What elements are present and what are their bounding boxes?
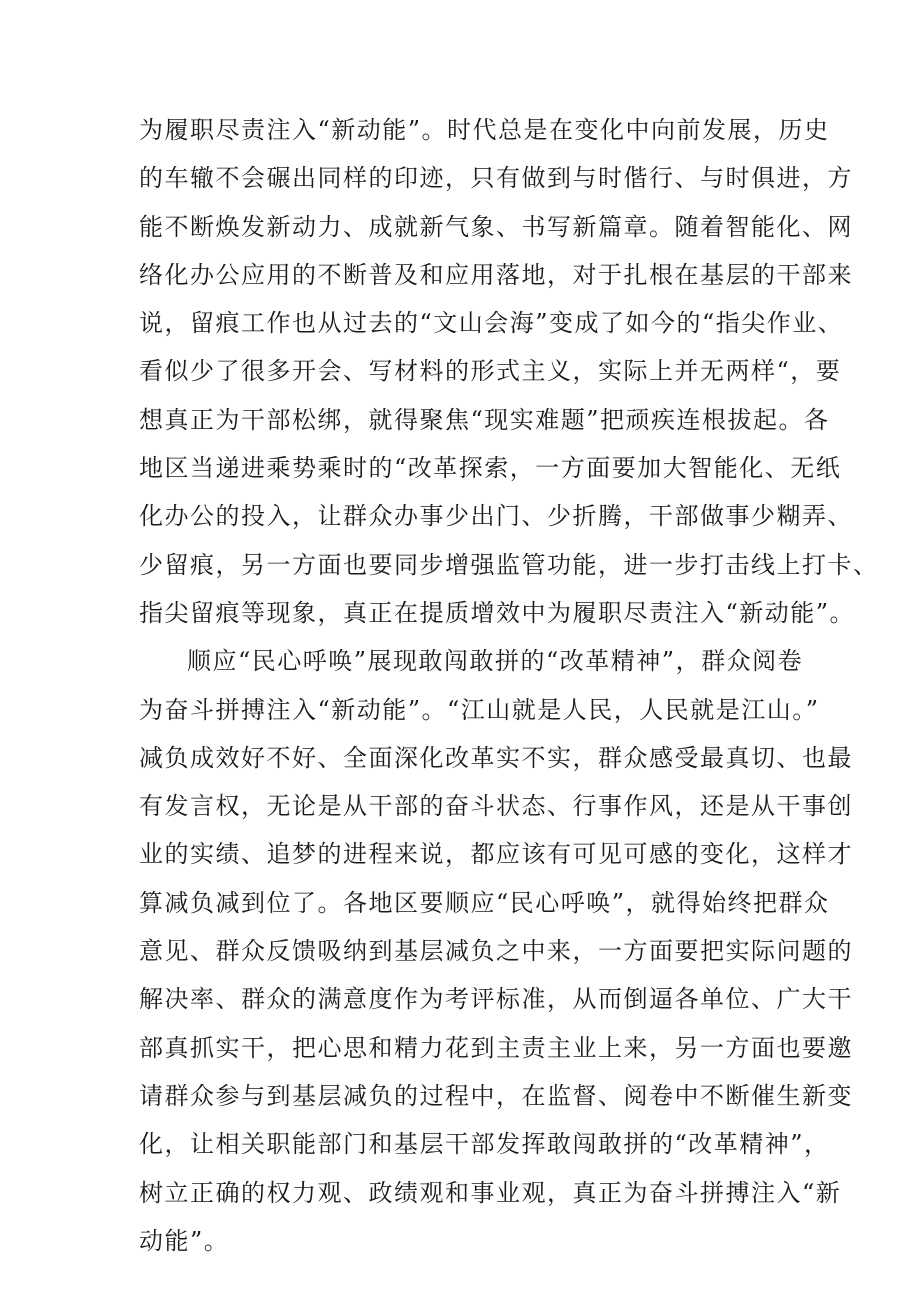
paragraph-2-line-5: 业的实绩、追梦的进程来说，都应该有可见可感的变化，这样才 — [139, 840, 853, 869]
paragraph-2-line-6: 算减负减到位了。各地区要顺应“民心呼唤”，就得始终把群众 — [139, 888, 830, 917]
paragraph-2-line-10: 请群众参与到基层减负的过程中，在监督、阅卷中不断催生新变 — [139, 1081, 853, 1110]
paragraph-1-line-11: 指尖留痕等现象，真正在提质增效中为履职尽责注入“新动能”。 — [139, 598, 856, 627]
paragraph-1-line-1: 为履职尽责注入“新动能”。时代总是在变化中向前发展，历史 — [139, 116, 830, 144]
paragraph-2-line-3: 减负成效好不好、全面深化改革实不实，群众感受最真切、也最 — [139, 743, 853, 772]
paragraph-1-line-2: 的车辙不会碾出同样的印迹，只有做到与时偕行、与时俱进，方 — [139, 164, 853, 193]
paragraph-2-line-1: 顺应“民心呼唤”展现敢闯敢拼的“改革精神”，群众阅卷 — [187, 647, 804, 676]
paragraph-2-line-12: 树立正确的权力观、政绩观和事业观，真正为奋斗拼搏注入“新 — [139, 1178, 842, 1207]
paragraph-1-line-3: 能不断焕发新动力、成就新气象、书写新篇章。随着智能化、网 — [139, 212, 853, 241]
paragraph-1-line-6: 看似少了很多开会、写材料的形式主义，实际上并无两样“，要 — [139, 357, 842, 386]
paragraph-1-line-4: 络化办公应用的不断普及和应用落地，对于扎根在基层的干部来 — [139, 260, 853, 289]
paragraph-2-line-7: 意见、群众反馈吸纳到基层减负之中来，一方面要把实际问题的 — [139, 937, 853, 966]
paragraph-1-line-7: 想真正为干部松绑，就得聚焦“现实难题”把顽疾连根拔起。各 — [139, 405, 830, 434]
paragraph-2-line-2: 为奋斗拼搏注入“新动能”。“江山就是人民，人民就是江山。” — [139, 695, 820, 724]
paragraph-2-line-4: 有发言权，无论是从干部的奋斗状态、行事作风，还是从干事创 — [139, 792, 853, 821]
paragraph-2-line-11: 化，让相关职能部门和基层干部发挥敢闯敢拼的“改革精神”， — [139, 1130, 830, 1159]
paragraph-1-line-10: 少留痕，另一方面也要同步增强监管功能，进一步打击线上打卡、 — [139, 550, 879, 579]
paragraph-2-line-8: 解决率、群众的满意度作为考评标准，从而倒逼各单位、广大干 — [139, 985, 853, 1014]
paragraph-1-line-5: 说，留痕工作也从过去的“文山会海”变成了如今的“指尖作业、 — [139, 309, 844, 338]
article-body — [139, 106, 879, 1265]
paragraph-2-line-9: 部真抓实干，把心思和精力花到主责主业上来，另一方面也要邀 — [139, 1033, 853, 1062]
paragraph-2-line-13: 动能”。 — [139, 1226, 230, 1255]
paragraph-1-line-9: 化办公的投入，让群众办事少出门、少折腾，干部做事少糊弄、 — [139, 502, 853, 531]
paragraph-1-line-8: 地区当递进乘势乘时的“改革探索，一方面要加大智能化、无纸 — [139, 454, 842, 483]
